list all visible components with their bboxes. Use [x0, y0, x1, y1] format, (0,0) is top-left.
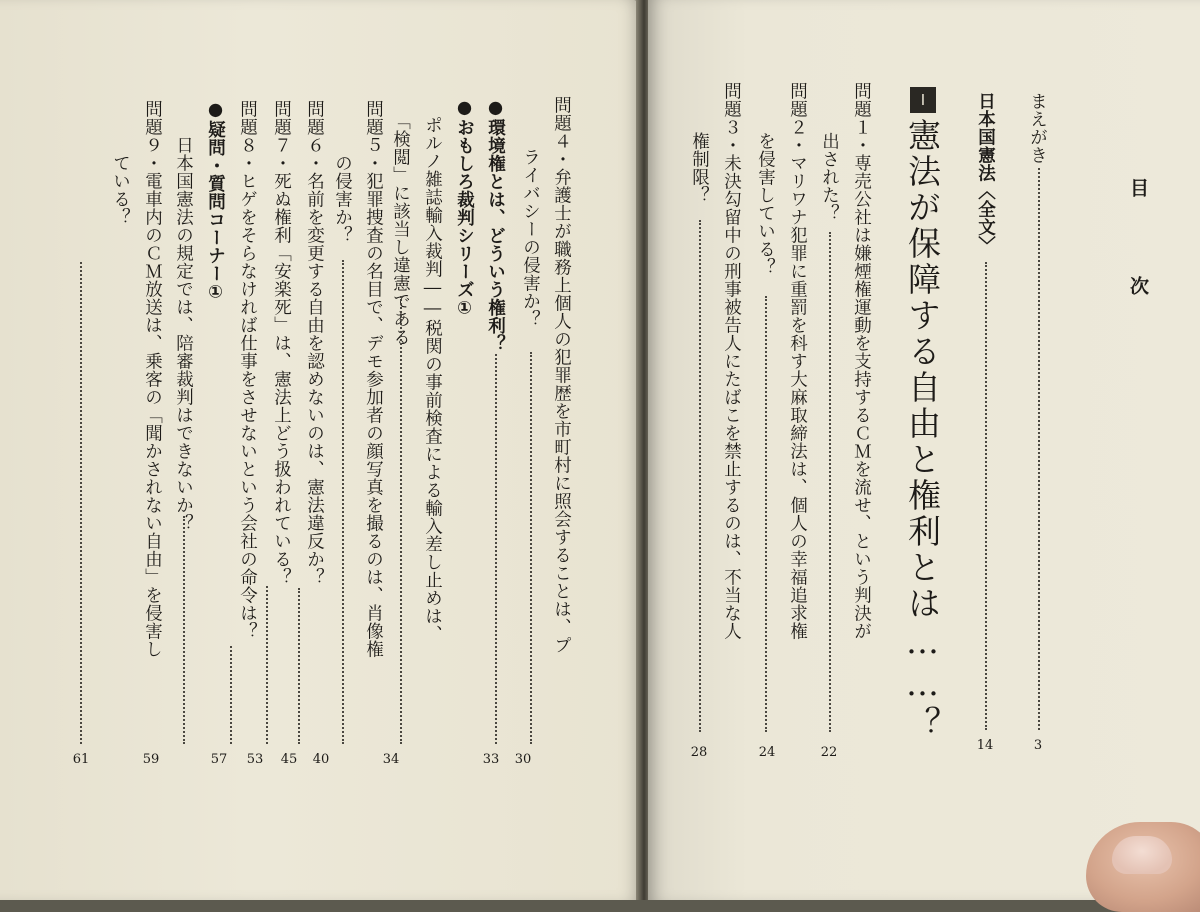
toc-entry-line: 問題１・専売公社は嫌煙権運動を支持するＣＭを流せ、という判決が — [851, 82, 872, 640]
leader-dots — [829, 232, 831, 732]
page-number: 57 — [210, 752, 228, 767]
chapter-title: 憲法が保障する自由と権利とは……？ — [903, 118, 942, 742]
toc-entry-line: ポルノ雑誌輸入裁判――税関の事前検査による輸入差し止めは、 — [422, 116, 443, 643]
page-number: 3 — [1033, 738, 1043, 753]
leader-dots — [298, 588, 300, 744]
toc-entry-line: ている？ — [110, 154, 131, 226]
toc-entry-line: 問題２・マリワナ犯罪に重罰を科す大麻取締法は、個人の幸福追求権 — [787, 82, 808, 640]
toc-entry-line: 問題６・名前を変更する自由を認めないのは、憲法違反か？ — [304, 100, 325, 586]
toc-heading: 目 次 — [1127, 178, 1149, 325]
kenpo-label: 日本国憲法〈全文〉 — [975, 92, 996, 254]
toc-entry-line: 問題７・死ぬ権利「安楽死」は、憲法上どう扱われている？ — [271, 100, 292, 586]
toc-entry-line: 権制限？ — [689, 132, 710, 204]
page-number: 24 — [758, 745, 776, 760]
leader-dots — [495, 354, 497, 744]
leader-dots — [230, 646, 232, 744]
page-number: 59 — [142, 752, 160, 767]
toc-section-heading: ●疑問・質問コーナー① — [205, 100, 226, 303]
toc-entry-line: 「検閲」に該当し違憲である — [390, 112, 411, 346]
page-number: 22 — [820, 745, 838, 760]
page-number: 45 — [280, 752, 298, 767]
page-number: 28 — [690, 745, 708, 760]
page-number: 30 — [514, 752, 532, 767]
chapter-badge: Ⅰ — [910, 87, 936, 113]
page-number: 61 — [72, 752, 90, 767]
leader-dots — [699, 220, 701, 732]
toc-entry-line: 出された？ — [819, 132, 840, 222]
toc-section-heading: ●環境権とは、どういう権利？ — [485, 98, 506, 353]
leader-dots — [985, 262, 987, 730]
leader-dots — [80, 262, 82, 744]
toc-entry-line: の侵害か？ — [332, 154, 353, 244]
leader-dots — [183, 516, 185, 744]
leader-dots — [400, 296, 402, 744]
page-number: 33 — [482, 752, 500, 767]
leader-dots — [342, 260, 344, 744]
leader-dots — [765, 296, 767, 732]
toc-entry-line: 問題４・弁護士が職務上個人の犯罪歴を市町村に照会することは、プ — [551, 96, 572, 654]
leader-dots — [1038, 168, 1040, 730]
toc-entry-line: 問題８・ヒゲをそらなければ仕事をさせないという会社の命令は？ — [237, 100, 258, 640]
toc-entry-line: 問題５・犯罪捜査の名目で、デモ参加者の顔写真を撮るのは、肖像権 — [363, 100, 384, 658]
toc-entry-line: 問題３・未決勾留中の刑事被告人にたばこを禁止するのは、不当な人 — [721, 82, 742, 640]
leader-dots — [530, 352, 532, 744]
thumbnail — [1112, 836, 1172, 874]
page-number: 34 — [382, 752, 400, 767]
page-number: 40 — [312, 752, 330, 767]
leader-dots — [266, 586, 268, 744]
toc-entry-line: 問題９・電車内のＣＭ放送は、乗客の「聞かされない自由」を侵害し — [142, 100, 163, 658]
page-number: 53 — [246, 752, 264, 767]
toc-section-heading: ●おもしろ裁判シリーズ① — [454, 98, 475, 319]
toc-entry-line: 日本国憲法の規定では、陪審裁判はできないか？ — [173, 136, 194, 532]
toc-entry-line: ライバシーの侵害か？ — [520, 148, 541, 328]
page-number: 14 — [976, 738, 994, 753]
maegaki-label: まえがき — [1027, 92, 1048, 164]
toc-entry-line: を侵害している？ — [755, 132, 776, 276]
